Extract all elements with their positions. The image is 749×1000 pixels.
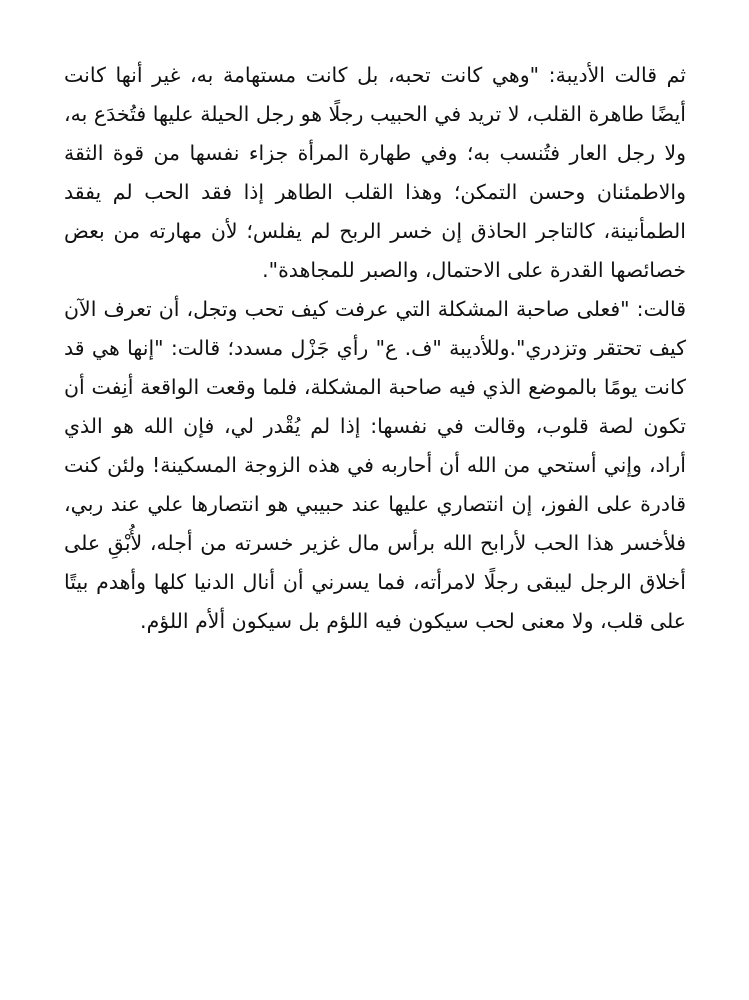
paragraph-2: قالت: "فعلى صاحبة المشكلة التي عرفت كيف تحب وتجل، أن تعرف الآن كيف تحتقر وتزدري".وللأديبة "ف. ع" رأي جَزْل مسدد؛ قالت: "إنها هي قد كانت يومًا بالموضع الذي فيه صاحبة المشكلة، فلما وقعت الواقعة أنِفت أن تكون لصة قلوب، وقالت في نفسها: إذا لم يُقْدر لي، فإن الله هو الذي أراد، وإني أستحي من الله أن أحاربه في هذه الزوجة المسكينة! ولئن كنت قادرة على الفوز، إن انتصاري عليها عند حبيبي هو انتصارها علي عند ربي، فلأخسر هذا الحب لأرابح الله برأس مال غزير خسرته من أجله، لأُبْقِ على أخلاق الرجل ليبقى رجلًا لامرأته، فما يسرني أن أنال الدنيا كلها وأهدم بيتًا على قلب، ولا معنى لحب سيكون فيه اللؤم بل سيكون ألأم اللؤم. xyxy=(64,297,686,633)
paragraph-1: ثم قالت الأديبة: "وهي كانت تحبه، بل كانت مستهامة به، غير أنها كانت أيضًا طاهرة القلب، لا تريد في الحبيب رجلًا هو رجل الحيلة عليها فتُخدَع به، ولا رجل العار فتُنسب به؛ وفي طهارة المرأة جزاء نفسها من قوة الثقة والاطمئنان وحسن التمكن؛ وهذا القلب الطاهر إذا فقد الحب لم يفقد الطمأنينة، كالتاجر الحاذق إن خسر الربح لم يفلس؛ لأن مهارته من بعض خصائصها القدرة على الاحتمال، والصبر للمجاهدة". xyxy=(64,63,686,282)
document-page xyxy=(64,56,686,641)
